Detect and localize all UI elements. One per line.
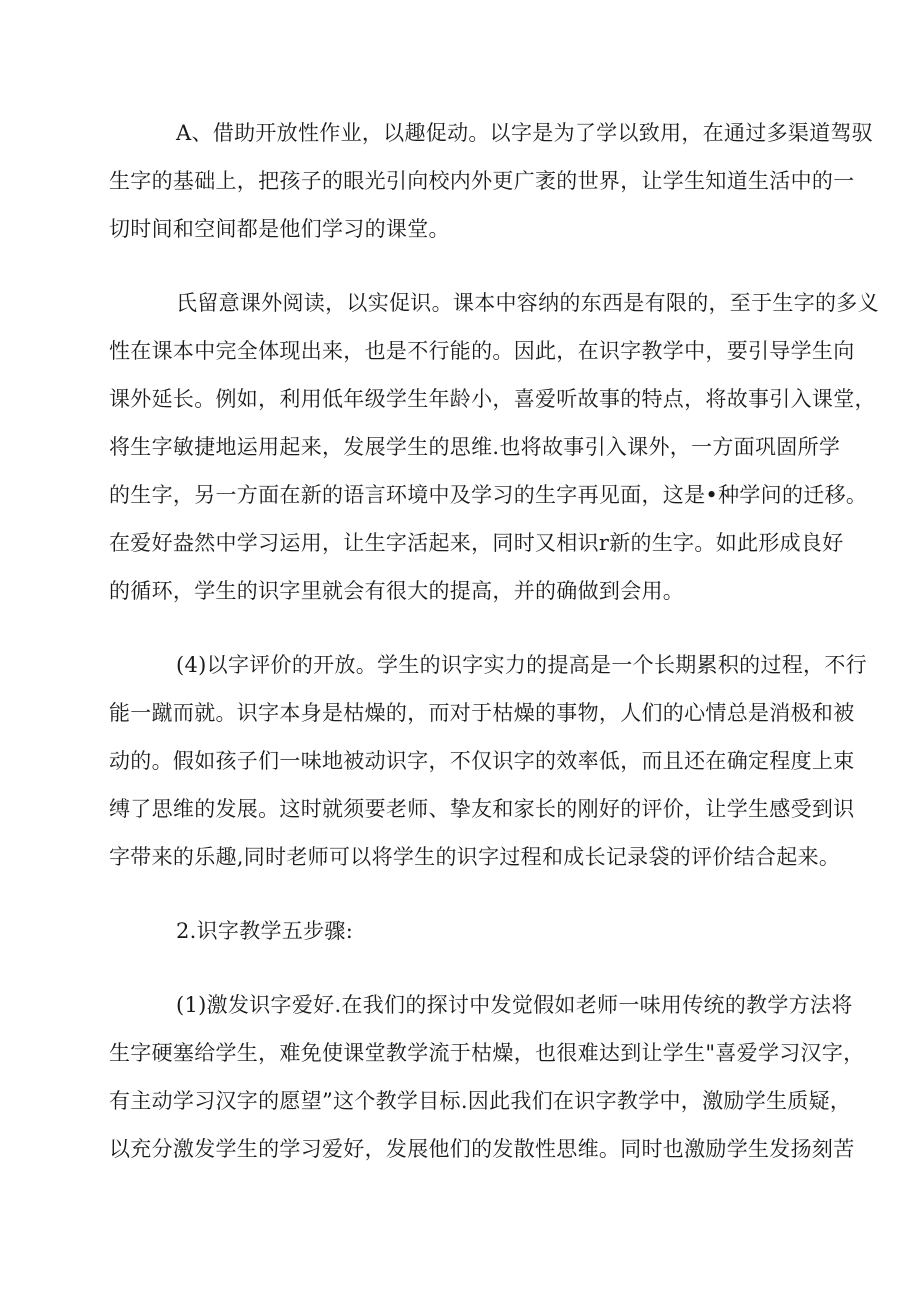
text-line: 课外延长。例如，利用低年级学生年龄小，喜爱听故事的特点，将故事引入课堂，: [109, 387, 876, 411]
text-line: 氏留意课外阅读，以实促识。课本中容纳的东西是有限的，至于生字的多义: [176, 291, 879, 315]
text-line: 将生字敏捷地运用起来，发展学生的思维.也将故事引入课外，一方面巩固所学: [109, 435, 841, 459]
text-line: (1)激发识字爱好.在我们的探讨中发觉假如老师一味用传统的教学方法将: [176, 993, 853, 1017]
text-line: A、借助开放性作业，以趣促动。以字是为了学以致用，在通过多渠道驾驭: [176, 121, 874, 145]
text-line: 的循环，学生的识字里就会有很大的提高，并的确做到会用。: [109, 579, 685, 603]
text-line: 性在课本中完全体现出来，也是不行能的。因此，在识字教学中，要引导学生向: [109, 339, 855, 363]
text-line: 有主动学习汉字的愿望”这个教学目标.因此我们在识字教学中，激励学生质疑，: [109, 1089, 852, 1113]
text-line: (4)以字评价的开放。学生的识字实力的提高是一个长期累积的过程，不行: [176, 653, 867, 677]
text-line: 能一蹴而就。识字本身是枯燥的，而对于枯燥的事物，人们的心情总是消极和被: [109, 701, 855, 725]
text-line: 字带来的乐趣,同时老师可以将学生的识字过程和成长记录袋的评价结合起来。: [109, 845, 841, 869]
text-line: 动的。假如孩子们一味地被动识字，不仅识字的效率低，而且还在确定程度上束: [109, 749, 855, 773]
text-line: 缚了思维的发展。这时就须要老师、挚友和家长的刚好的评价，让学生感受到识: [109, 797, 855, 821]
text-line: 以充分激发学生的学习爱好，发展他们的发散性思维。同时也激励学生发扬刻苦: [109, 1137, 855, 1161]
heading-line: 2.识字教学五步骤:: [176, 919, 354, 943]
text-line: 生字硬塞给学生，难免使课堂教学流于枯燥，也很难达到让学生"喜爱学习汉字，: [109, 1041, 865, 1065]
text-line: 切时间和空间都是他们学习的课堂。: [109, 217, 450, 241]
text-line: 在爱好盎然中学习运用，让生字活起来，同时又相识r新的生字。如此形成良好: [109, 531, 844, 555]
text-line: 的生字，另一方面在新的语言环境中及学习的生字再见面，这是•种学问的迁移。: [109, 483, 868, 507]
text-line: 生字的基础上，把孩子的眼光引向校内外更广袤的世界，让学生知道生活中的一: [109, 169, 855, 193]
